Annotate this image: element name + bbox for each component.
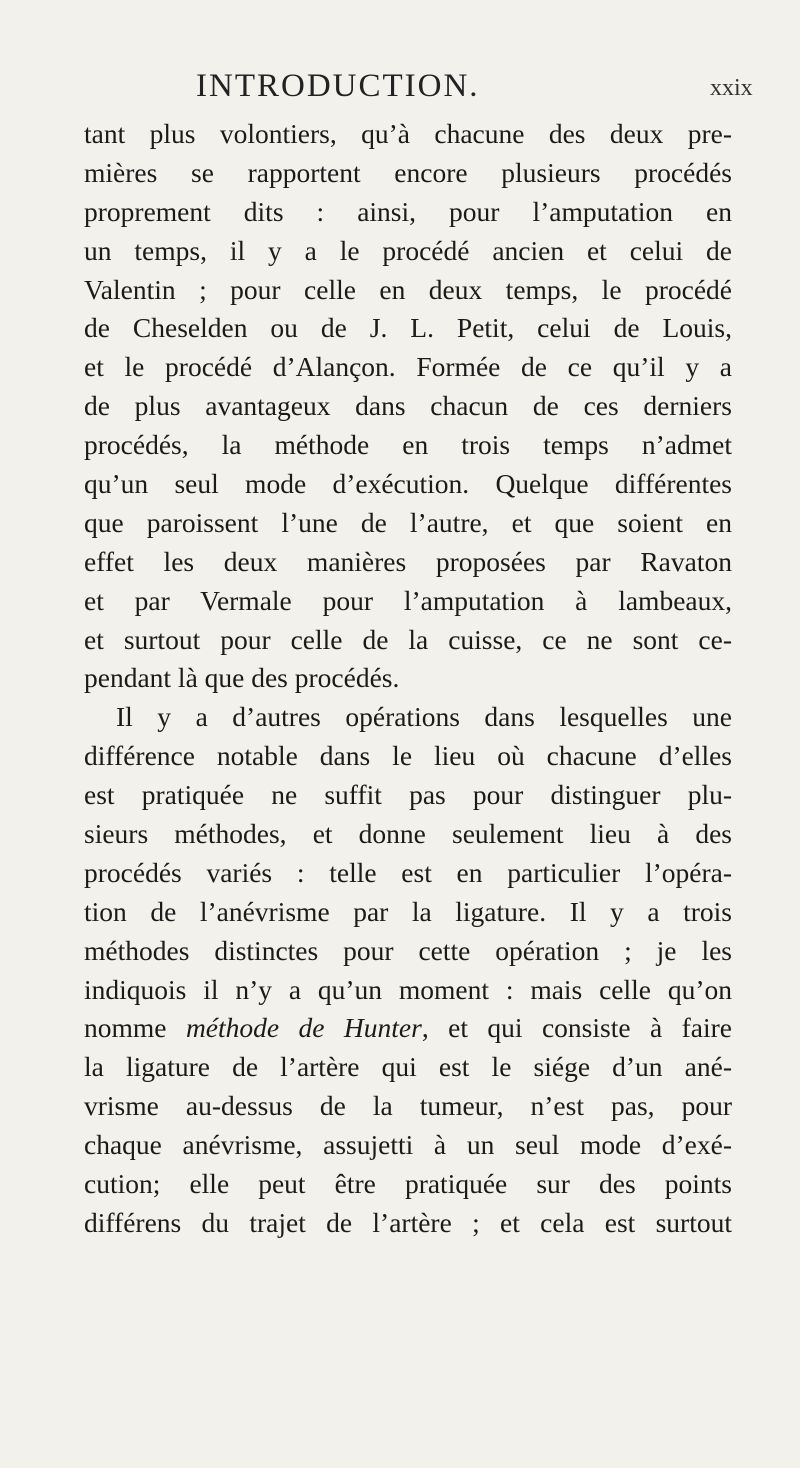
- text-line-with-italic: [84, 1009, 732, 1048]
- text-line: indiquois il n’y a qu’un moment : mais celle qu’on: [84, 973, 732, 1005]
- text-segment: nomme: [84, 1012, 167, 1044]
- text-line: et le procédé d’Alançon. Formée de ce qu’il y a: [84, 351, 732, 383]
- text-line: chaque anévrisme, assujetti à un seul mode d’exé-: [84, 1129, 732, 1161]
- text-line: procédés, la méthode en trois temps n’admet: [84, 429, 732, 461]
- text-line: est pratiquée ne suffit pas pour distinguer plu-: [84, 779, 732, 811]
- text-line: un temps, il y a le procédé ancien et celui de: [84, 234, 732, 266]
- text-line: proprement dits : ainsi, pour l’amputation en: [84, 195, 732, 227]
- text-line: tion de l’anévrisme par la ligature. Il y a trois: [84, 895, 732, 927]
- text-line: différens du trajet de l’artère ; et cela est surtout: [84, 1206, 732, 1238]
- text-line: tant plus volontiers, qu’à chacune des deux pre-: [84, 118, 732, 149]
- running-head-title: INTRODUCTION.: [196, 68, 480, 104]
- text-segment: , et qui consiste à faire: [421, 1012, 732, 1044]
- text-line: la ligature de l’artère qui est le siége d’un ané-: [84, 1051, 732, 1083]
- running-head: [0, 66, 800, 106]
- text-line: de Cheselden ou de J. L. Petit, celui de Louis,: [84, 312, 732, 344]
- paragraph-start-line: Il y a d’autres opérations dans lesquelles une: [116, 701, 732, 733]
- text-line: Valentin ; pour celle en deux temps, le procédé: [84, 273, 732, 305]
- text-line: que paroissent l’une de l’autre, et que soient en: [84, 506, 732, 538]
- text-line: de plus avantageux dans chacun de ces derniers: [84, 390, 732, 422]
- text-line: cution; elle peut être pratiquée sur des points: [84, 1168, 732, 1200]
- text-line: qu’un seul mode d’exécution. Quelque différentes: [84, 468, 732, 500]
- body-text: [84, 115, 732, 1243]
- text-line: méthodes distinctes pour cette opération ; je les: [84, 934, 732, 966]
- text-line: sieurs méthodes, et donne seulement lieu à des: [84, 818, 732, 850]
- text-line: effet les deux manières proposées par Ravaton: [84, 545, 732, 577]
- text-line: différence notable dans le lieu où chacune d’elles: [84, 740, 732, 772]
- page-number: xxix: [710, 75, 753, 101]
- italic-term: méthode de Hunter: [185, 1012, 422, 1044]
- text-line: vrisme au-dessus de la tumeur, n’est pas, pour: [84, 1090, 732, 1122]
- text-line: et surtout pour celle de la cuisse, ce ne sont ce-: [84, 623, 732, 655]
- paragraph-end-line: pendant là que des procédés.: [84, 662, 400, 694]
- text-line: procédés variés : telle est en particulier l’opéra-: [84, 856, 732, 888]
- text-line: et par Vermale pour l’amputation à lambeaux,: [84, 584, 732, 616]
- text-line: mières se rapportent encore plusieurs procédés: [84, 156, 732, 188]
